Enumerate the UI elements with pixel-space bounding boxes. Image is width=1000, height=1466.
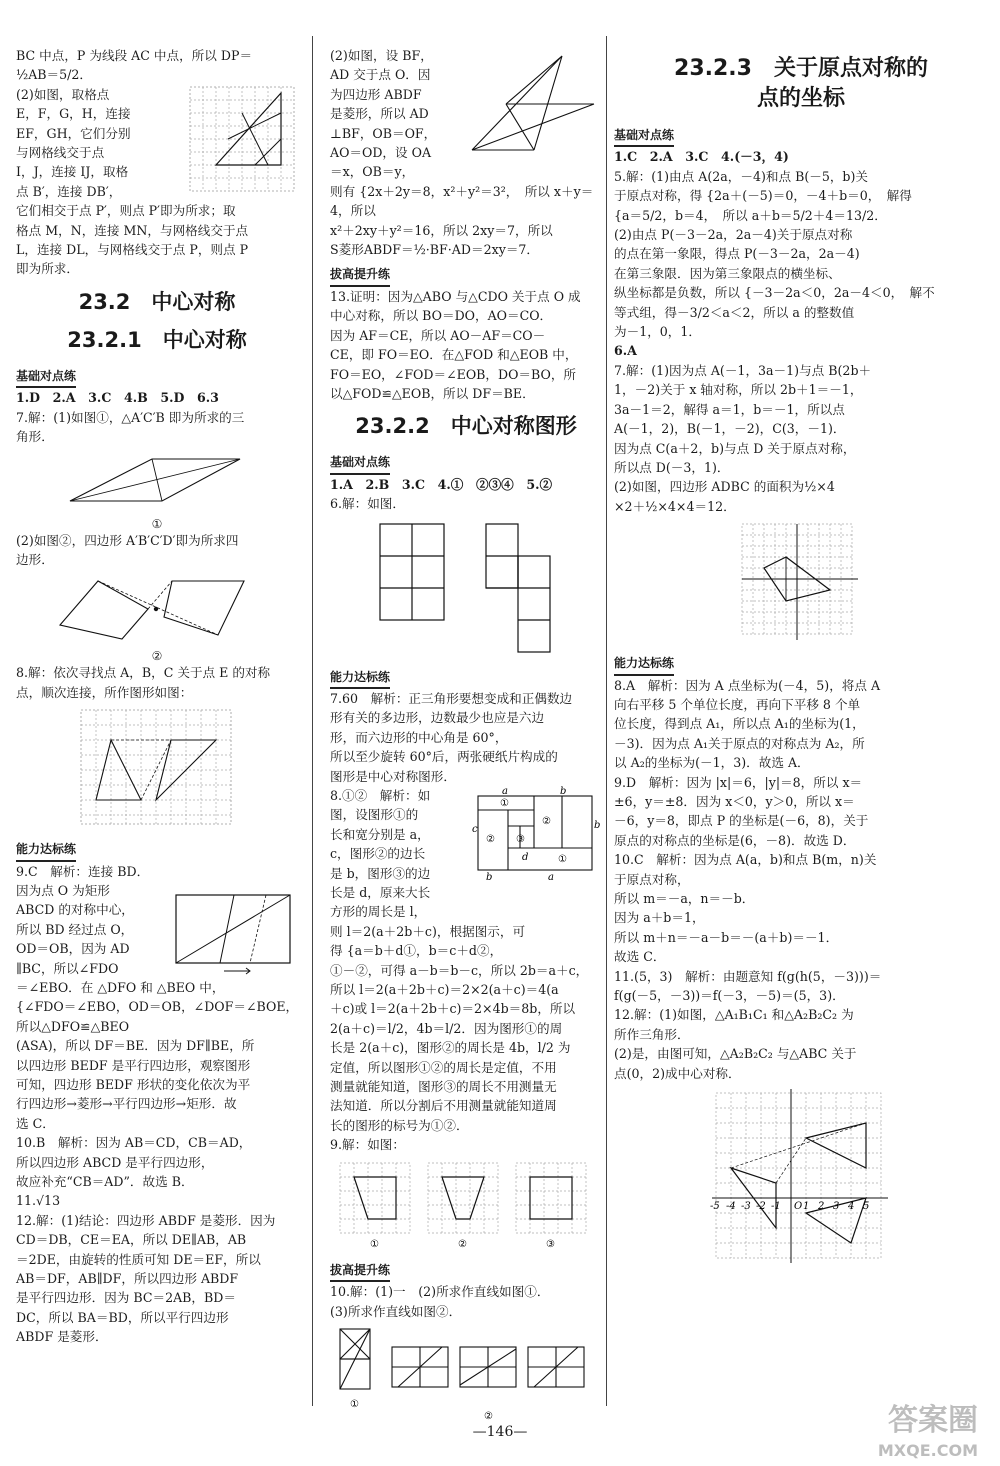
figure-rectangle-partition xyxy=(472,786,602,882)
text-line: －6，y＝8，即点 P 的坐标是(－6，8)，关于 xyxy=(614,813,869,829)
rect-label: ② xyxy=(542,815,551,827)
text-line: 为四边形 ABDF xyxy=(330,86,422,102)
text-line: BC 中点，P 为线段 AC 中点，所以 DP＝ xyxy=(16,48,253,63)
axis-tick-label: -3 xyxy=(741,1201,751,1213)
figure-caption: ② xyxy=(458,1238,467,1250)
figure-rectangle xyxy=(170,881,298,977)
text-line: 因为点 C(a＋2，b)与点 D 关于原点对称， xyxy=(614,440,856,456)
text-line: 图形是中心对称图形． xyxy=(330,768,456,784)
text-line: 于原点对称， xyxy=(614,871,690,887)
text-line: 7.60 解析：正三角形要想变成和正偶数边 xyxy=(330,690,573,706)
text-line: (2)如图，取格点 xyxy=(16,86,110,102)
figure-caption: ② xyxy=(151,649,163,664)
text-line: 8.解：依次寻找点 A，B，C 关于点 E 的对称 xyxy=(16,665,271,681)
exercise-tag: 基础对点练 xyxy=(16,367,76,388)
text-line: CD＝DB，CE＝EA，所以 DE∥AB，AB xyxy=(16,1232,247,1248)
text-line: 8.①② 解析：如 xyxy=(330,787,431,803)
text-line: (2)如图，四边形 ADBC 的面积为½×4 xyxy=(614,479,835,495)
text-line: 10.解：(1)一 (2)所求作直线如图①． xyxy=(330,1284,550,1300)
rect-label: ② xyxy=(486,833,495,845)
text-line: {∠FDO＝∠EBO，OD＝OB，∠DOF＝∠BOE， 所以△DFO≌△BEO xyxy=(16,999,305,1034)
text-line: 选 C． xyxy=(16,1115,55,1131)
figure-rhombus xyxy=(466,46,602,178)
text-line: 以四边形 BEDF 是平行四边形，观察图形 xyxy=(16,1057,251,1073)
text-line: 11.(5，3) 解析：由题意知 f(g(h(5，－3)))＝ xyxy=(614,968,882,984)
text-line: FO＝EO，∠FOD＝∠EOB，DO＝BO，所 xyxy=(330,366,577,382)
page-number: —146— xyxy=(472,1424,528,1440)
text-line: 是 b，图形③的边 xyxy=(330,865,431,881)
text-line: 9.C 解析：连接 BD． xyxy=(16,863,150,879)
text-line: 点 B′，连接 DB′， xyxy=(16,183,122,199)
axis-tick-label: 3 xyxy=(833,1201,840,1213)
q9-block xyxy=(16,881,298,978)
section-heading: 23.2.1 中心对称 xyxy=(67,327,247,352)
text-line: L，连接 DL，与网格线交于点 P，则点 P xyxy=(16,242,249,258)
answer-line: 1.C 2.A 3.C 4.(－3，4) xyxy=(614,149,789,165)
rect-label: b xyxy=(560,785,567,797)
text-line: ①－②，可得 a－b＝b－c，所以 2b＝a＋c， xyxy=(330,962,589,978)
watermark-text: 答案圈 xyxy=(888,1403,978,1438)
text-line: 所以 m＋n＝－a－b＝－(a＋b)＝－1． xyxy=(614,929,839,945)
section-heading: 23.2 中心对称 xyxy=(78,289,236,314)
section-heading: 23.2.3 关于原点对称的 xyxy=(674,56,928,81)
figure-caption: ② xyxy=(484,1410,493,1422)
text-line: 9.D 解析：因为 |x|＝6，|y|＝8，所以 x＝ xyxy=(614,774,863,790)
section-heading: 23.2.2 中心对称图形 xyxy=(355,414,577,439)
text-line: 6.解：如图． xyxy=(330,496,405,512)
figure-triangle-rotation xyxy=(62,451,252,513)
text-line: 11.√13 xyxy=(16,1193,61,1209)
text-line: 向右平移 5 个单位长度，再向下平移 8 个单 xyxy=(614,696,861,712)
text-line: 所以 l＝2(a＋2b＋c)＝2×2(a＋c)＝4(a xyxy=(330,982,559,998)
axis-tick-label: 5 xyxy=(863,1201,870,1213)
text-line: ⊥BF，OB＝OF， xyxy=(330,125,437,141)
figure-caption: ① xyxy=(151,516,163,531)
text-line: 所以 m＝－a，n＝－b． xyxy=(614,891,755,906)
figure-quadrilateral-rotation xyxy=(52,573,262,645)
text-line: 角形． xyxy=(16,429,54,445)
exercise-tag: 拔高提升练 xyxy=(330,265,390,286)
text-line: 与网格线交于点 xyxy=(16,145,105,161)
text-line: ＝x，OB＝y， xyxy=(330,164,415,180)
text-line: 是平行四边形．因为 BC＝2AB，BD＝ xyxy=(16,1290,236,1306)
text-line: 以 A₂的坐标为(－1，3)．故选 A． xyxy=(614,755,810,771)
q8-block xyxy=(330,786,602,922)
text-line: ∥BC，所以∠FDO xyxy=(16,960,119,976)
text-line: ×2＋½×4×4＝12． xyxy=(614,498,736,514)
coordinate-grid-quadrilateral xyxy=(736,520,866,644)
text-line: 可知，四边形 BEDF 形状的变化依次为平 xyxy=(16,1077,251,1092)
text-line: 12.解：(1)结论：四边形 ABDF 是菱形．因为 xyxy=(16,1212,276,1228)
grid-figure-symmetry xyxy=(77,706,237,830)
text-line: 因为 a＋b＝1， xyxy=(614,910,705,926)
text-line: 8.A 解析：因为 A 点坐标为(－4，5)，将点 A xyxy=(614,677,881,693)
section-heading: 点的坐标 xyxy=(756,86,845,111)
text-line: 长的图形的标号为①②． xyxy=(330,1117,469,1133)
text-line: AO＝OD，设 OA xyxy=(330,145,432,161)
text-line: 定值，所以图形①②的周长是定值，不用 xyxy=(330,1059,557,1075)
text-line: 5.解：(1)由点 A(2a，－4)和点 B(－5，b)关 xyxy=(614,168,869,184)
text-line: ＝2DE，由旋转的性质可知 DE＝EF，所以 xyxy=(16,1251,261,1267)
text-line: 纵坐标都是负数，所以 {－3－2a＜0，2a－4＜0， 解不 xyxy=(614,285,935,301)
text-line: 即为所求． xyxy=(16,261,79,277)
text-line: 12.解：(1)如图，△A₁B₁C₁ 和△A₂B₂C₂ 为 xyxy=(614,1007,854,1023)
text-line: 形有关的多边形，边数最少也应是六边 xyxy=(330,710,545,726)
text-line: (2)由点 P(－3－2a，2a－4)关于原点对称 xyxy=(614,227,853,243)
text-line: (2)是，由图可知，△A₂B₂C₂ 与△ABC 关于 xyxy=(614,1046,857,1062)
text-line: 的点在第一象限，得点 P(－3－2a，2a－4) xyxy=(614,246,860,262)
text-line: 点(0，2)成中心对称． xyxy=(614,1065,741,1081)
text-line: 所作三角形． xyxy=(614,1026,690,1042)
answer-line: 1.A 2.B 3.C 4.① ②③④ 5.② xyxy=(330,476,553,492)
text-line: ABDF 是菱形． xyxy=(16,1329,108,1345)
answer-line: 6.A xyxy=(614,343,637,359)
text-line: AB＝DF，AB∥DF，所以四边形 ABDF xyxy=(16,1271,239,1287)
coordinate-grid-triangles xyxy=(706,1087,896,1267)
axis-tick-label: O xyxy=(794,1201,803,1213)
text-line: 3a－1＝2，解得 a＝1，b＝－1，所以点 xyxy=(614,401,845,417)
text-line: ½AB＝5/2． xyxy=(16,67,93,83)
text-line: 10.C 解析：因为点 A(a，b)和点 B(m，n)关 xyxy=(614,852,877,868)
text-line: OD＝OB，因为 AD xyxy=(16,941,130,957)
text-line: 2(a＋c)＝l/2，4b＝l/2．因为图形①的周 xyxy=(330,1020,563,1036)
text-line: ABCD 的对称中心， xyxy=(16,902,134,918)
figure-caption: ① xyxy=(350,1398,359,1410)
text-line: 所以点 D(－3，1)． xyxy=(614,459,730,475)
rect-label: ① xyxy=(558,853,567,865)
figure-caption: ① xyxy=(370,1238,379,1250)
exercise-tag: 基础对点练 xyxy=(614,126,674,147)
rect-label: b xyxy=(594,819,601,831)
text-line: EF，GH，它们分别 xyxy=(16,125,131,141)
answer-line: 1.D 2.A 3.C 4.B 5.D 6.3 xyxy=(16,390,219,406)
text-line: x²＋2xy＋y²＝16，所以 2xy＝7，所以 xyxy=(330,222,553,238)
exercise-tag: 能力达标练 xyxy=(16,840,76,861)
text-line: I，J，连接 IJ，取格 xyxy=(16,164,129,180)
watermark-logo xyxy=(877,1403,978,1466)
rect-label: a xyxy=(548,871,554,882)
column-right xyxy=(614,46,988,1271)
figure-grid-trapezoids xyxy=(336,1159,596,1251)
text-line: E，F，G，H，连接 xyxy=(16,106,131,122)
q2-block xyxy=(16,85,298,201)
q12b-block xyxy=(330,46,602,182)
rect-label: d xyxy=(522,851,529,863)
axis-tick-label: -2 xyxy=(756,1201,766,1213)
text-line: 7.解：(1)因为点 A(－1，3a－1)与点 B(2b＋ xyxy=(614,362,872,378)
text-line: S菱形ABDF＝½·BF·AD＝2xy＝7． xyxy=(330,242,540,258)
axis-tick-label: -1 xyxy=(771,1201,781,1213)
text-line: 9.解：如图： xyxy=(330,1137,405,1153)
column-divider xyxy=(312,36,313,1406)
rect-label: ③ xyxy=(516,833,525,845)
text-line: (2)如图②，四边形 A′B′C′D′即为所求四 xyxy=(16,532,239,548)
exercise-tag: 能力达标练 xyxy=(614,654,674,675)
text-line: 边形． xyxy=(16,551,54,567)
text-line: 所以 BD 经过点 O， xyxy=(16,921,134,937)
text-line: DC，所以 BA＝BD，所以平行四边形 xyxy=(16,1309,229,1325)
text-line: 格点 M，N，连接 MN，与网格线交于点 xyxy=(16,222,249,238)
text-line: A(－1，2)，B(－1，－2)，C(3，－1)． xyxy=(614,421,846,437)
text-line: 法知道．所以分割后不用测量就能知道周 xyxy=(330,1098,557,1114)
exercise-tag: 基础对点练 xyxy=(330,453,390,474)
figure-square-nets xyxy=(366,518,566,658)
axis-tick-label: 1 xyxy=(803,1201,810,1213)
exercise-tag: 拔高提升练 xyxy=(330,1261,390,1282)
text-line: 故应补充“CB＝AD”．故选 B． xyxy=(16,1174,194,1190)
text-line: ±6，y＝±8．因为 x＜0，y＞0，所以 x＝ xyxy=(614,793,855,809)
text-line: 是菱形，所以 AD xyxy=(330,106,429,122)
text-line: ＝∠EBO．在 △DFO 和 △BEO 中， xyxy=(16,979,225,995)
text-line: 方形的周长是 l， xyxy=(330,904,427,920)
exercise-tag: 能力达标练 xyxy=(330,668,390,689)
text-line: 行四边形→菱形→平行四边形→矩形．故 xyxy=(16,1096,237,1112)
text-line: 长是 d，原来大长 xyxy=(330,885,431,900)
text-line: AD 交于点 O．因 xyxy=(330,67,431,83)
text-line: 则有 {2x＋2y＝8，x²＋y²＝3²， 所以 x＋y＝4，所以 xyxy=(330,183,594,219)
axis-tick-label: 4 xyxy=(848,1201,855,1213)
text-line: 得 {a＝b＋d①，b＝c＋d②， xyxy=(330,943,503,959)
text-line: 图，设图形①的 xyxy=(330,807,419,823)
text-line: 长和宽分别是 a， xyxy=(330,826,430,842)
column-left xyxy=(16,46,305,1347)
column-middle xyxy=(330,46,602,1429)
grid-figure xyxy=(188,85,298,197)
text-line: 等式组，得－3/2＜a＜2，所以 a 的整数值 xyxy=(614,304,855,320)
watermark-url: MXQE.COM xyxy=(877,1441,978,1460)
axis-tick-label: 2 xyxy=(818,1201,825,1213)
text-line: f(g(－5，－3))＝f(－3，－5)＝(5，3)． xyxy=(614,988,845,1004)
text-line: 则 l＝2(a＋2b＋c)，根据图示，可 xyxy=(330,923,526,939)
column-divider xyxy=(606,36,607,1406)
text-line: 1，－2)关于 x 轴对称，所以 2b＋1＝－1， xyxy=(614,382,863,398)
text-line: 故选 C． xyxy=(614,949,666,965)
text-line: (3)所求作直线如图②． xyxy=(330,1303,462,1319)
text-line: 7.解：(1)如图①，△A′C′B 即为所求的三 xyxy=(16,409,245,425)
text-line: (2)如图，设 BF， xyxy=(330,48,433,63)
text-line: 中心对称，所以 BO＝DO，AO＝CO． xyxy=(330,308,553,324)
rect-label: a xyxy=(502,785,508,797)
text-line: 在第三象限．因为第三象限点的横坐标、 xyxy=(614,265,841,281)
text-line: 以△FOD≌△EOB，所以 DF＝BE． xyxy=(330,385,535,401)
text-line: 长是 2(a＋c)，图形②的周长是 4b，l/2 为 xyxy=(330,1040,571,1056)
text-line: 它们相交于点 P′，则点 P′即为所求；取 xyxy=(16,203,236,219)
text-line: 13.证明：因为△ABO 与△CDO 关于点 O 成 xyxy=(330,288,581,304)
text-line: 所以四边形 ABCD 是平行四边形， xyxy=(16,1154,214,1170)
figure-caption: ③ xyxy=(546,1238,555,1250)
text-line: {a＝5/2，b＝4， 所以 a＋b＝5/2＋4＝13/2． xyxy=(614,207,887,223)
text-line: 点，顺次连接，所作图形如图： xyxy=(16,684,193,700)
text-line: －3)．因为点 A₁关于原点的对称点为 A₂，所 xyxy=(614,735,865,751)
text-line: ＋c)或 l＝2(a＋2b＋c)＝2×4b＝8b，所以 xyxy=(330,1001,576,1017)
rect-label: b xyxy=(486,871,493,882)
text-line: 原点的对称点的坐标是(6，－8)．故选 D． xyxy=(614,832,856,848)
rect-label: ① xyxy=(500,797,509,809)
text-line: 位长度，得到点 A₁，所以点 A₁的坐标为(1， xyxy=(614,716,865,732)
axis-tick-label: -4 xyxy=(726,1201,736,1213)
rect-label: c xyxy=(472,823,478,835)
text-line: c，图形②的边长 xyxy=(330,846,426,862)
text-line: 形，而六边形的中心角是 60°， xyxy=(330,729,508,745)
text-line: 因为点 O 为矩形 xyxy=(16,882,110,898)
text-line: 因为 AF＝CE，所以 AO－AF＝CO－ xyxy=(330,327,546,343)
text-line: 于原点对称，得 {2a＋(－5)＝0，－4＋b＝0， 解得 xyxy=(614,188,912,204)
text-line: 测量就能知道，图形③的周长不用测量无 xyxy=(330,1079,557,1095)
text-line: CE，即 FO＝EO．在△FOD 和△EOB 中， xyxy=(330,347,578,363)
figure-dividing-lines xyxy=(336,1325,596,1425)
text-line: 所以至少旋转 60°后，两张硬纸片构成的 xyxy=(330,749,558,765)
text-line: 10.B 解析：因为 AB＝CD，CB＝AD， xyxy=(16,1135,252,1151)
axis-tick-label: -5 xyxy=(710,1201,720,1213)
text-line: (ASA)，所以 DF＝BE．因为 DF∥BE，所 xyxy=(16,1038,255,1054)
text-line: 为－1，0，1． xyxy=(614,324,702,340)
